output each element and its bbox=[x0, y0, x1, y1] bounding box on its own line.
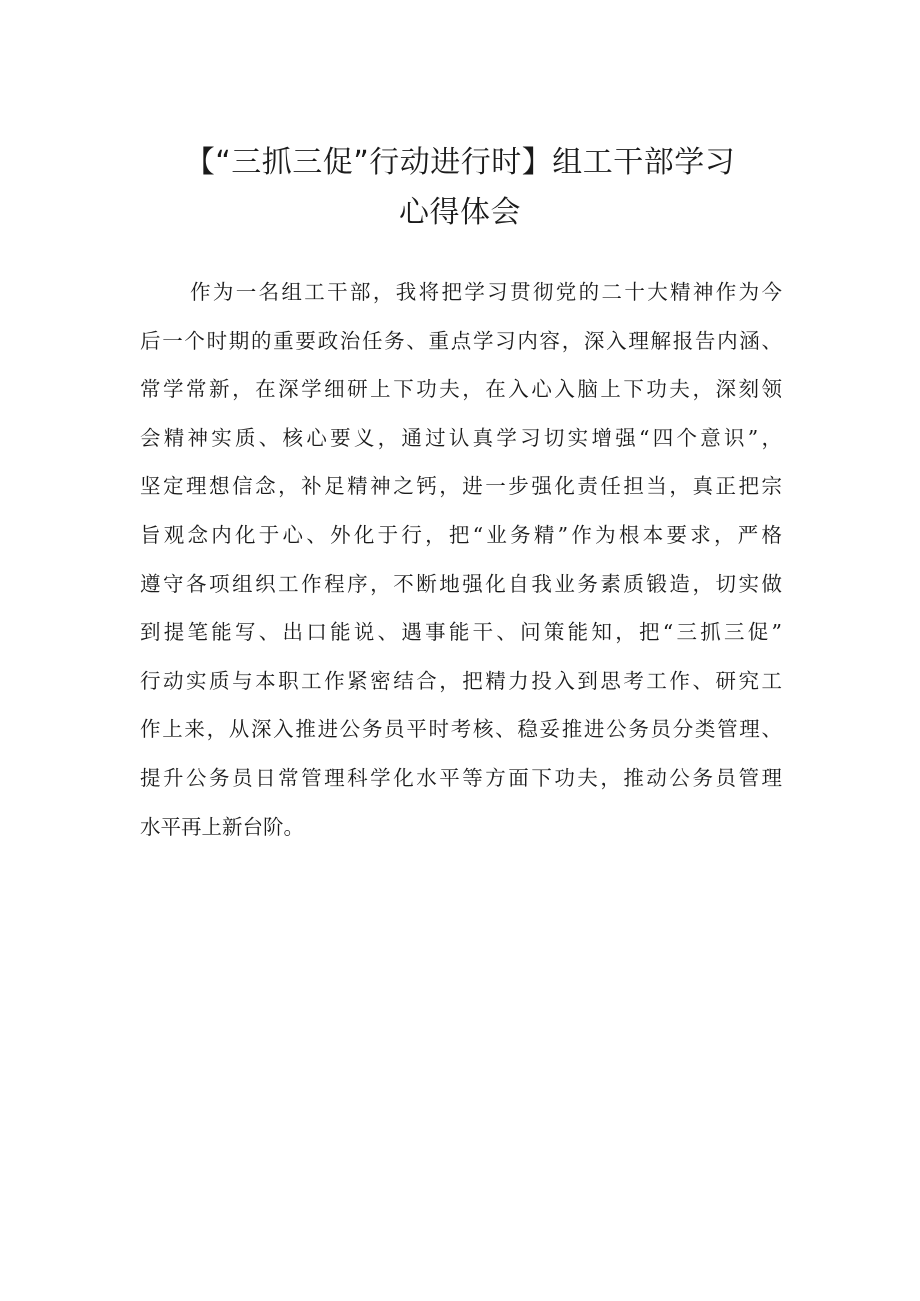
paragraph-line: 水平再上新台阶。 bbox=[140, 814, 304, 839]
paragraph-line: 常学常新，在深学细研上下功夫，在入心入脑上下功夫，深刻领 bbox=[140, 377, 782, 402]
paragraph-line: 行动实质与本职工作紧密结合，把精力投入到思考工作、研究工 bbox=[140, 668, 782, 693]
paragraph-line: 到提笔能写、出口能说、遇事能干、问策能知，把“三抓三促” bbox=[140, 620, 782, 645]
document-title bbox=[120, 138, 800, 238]
paragraph-line: 作上来，从深入推进公务员平时考核、稳妥推进公务员分类管理、 bbox=[140, 717, 782, 742]
body-paragraph bbox=[140, 268, 782, 851]
title-line: 心得体会 bbox=[399, 195, 521, 230]
paragraph-line: 坚定理想信念，补足精神之钙，进一步强化责任担当，真正把宗 bbox=[140, 474, 782, 499]
paragraph-line: 旨观念内化于心、外化于行，把“业务精”作为根本要求，严格 bbox=[140, 522, 782, 547]
paragraph-line: 提升公务员日常管理科学化水平等方面下功夫，推动公务员管理 bbox=[140, 765, 782, 790]
paragraph-line: 遵守各项组织工作程序，不断地强化自我业务素质锻造，切实做 bbox=[140, 571, 782, 596]
title-line: 【“三抓三促”行动进行时】组工干部学习 bbox=[184, 145, 736, 180]
paragraph-line: 作为一名组工干部，我将把学习贯彻党的二十大精神作为今 bbox=[190, 280, 782, 304]
paragraph-line: 会精神实质、核心要义，通过认真学习切实增强“四个意识”， bbox=[140, 425, 782, 450]
paragraph-line: 后一个时期的重要政治任务、重点学习内容，深入理解报告内涵、 bbox=[140, 328, 782, 353]
